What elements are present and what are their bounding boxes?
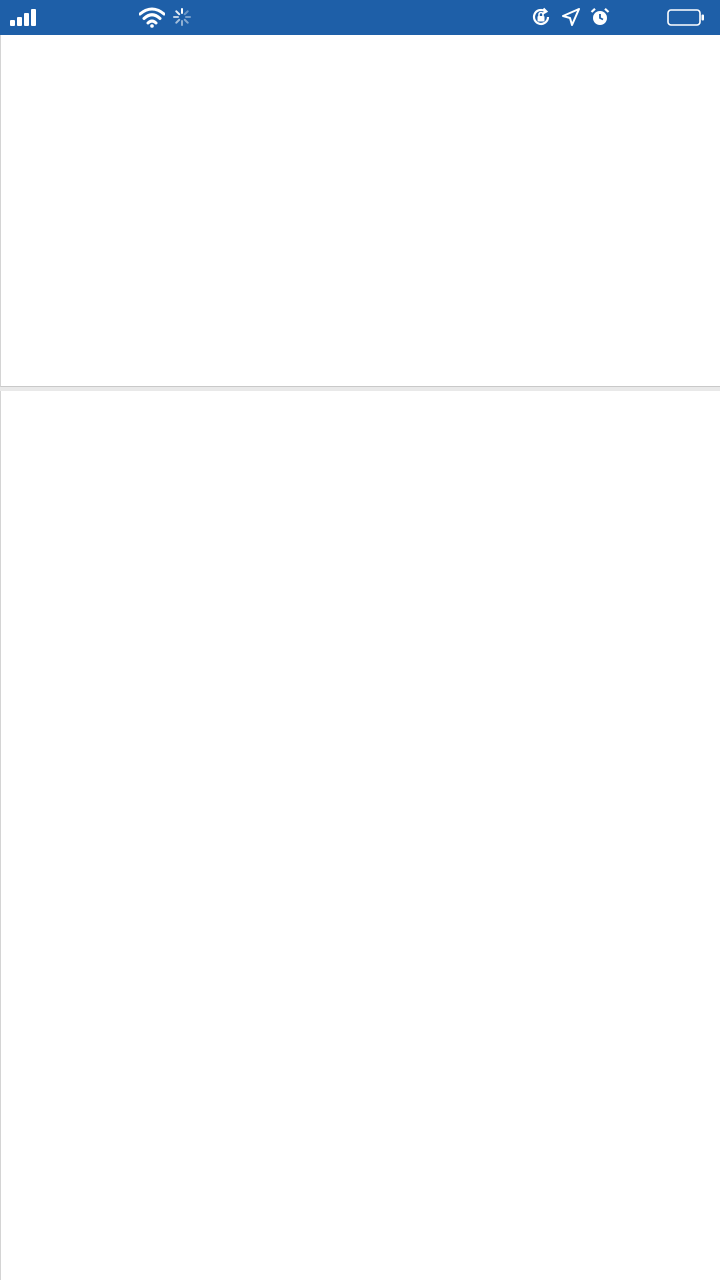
battery-icon (667, 9, 705, 26)
location-icon (562, 8, 580, 26)
document-page-top (0, 35, 720, 387)
clock (0, 0, 720, 35)
document-page-bottom (0, 391, 720, 1280)
alarm-icon (590, 7, 610, 27)
status-bar (0, 0, 720, 35)
rotation-lock-icon (531, 7, 551, 27)
